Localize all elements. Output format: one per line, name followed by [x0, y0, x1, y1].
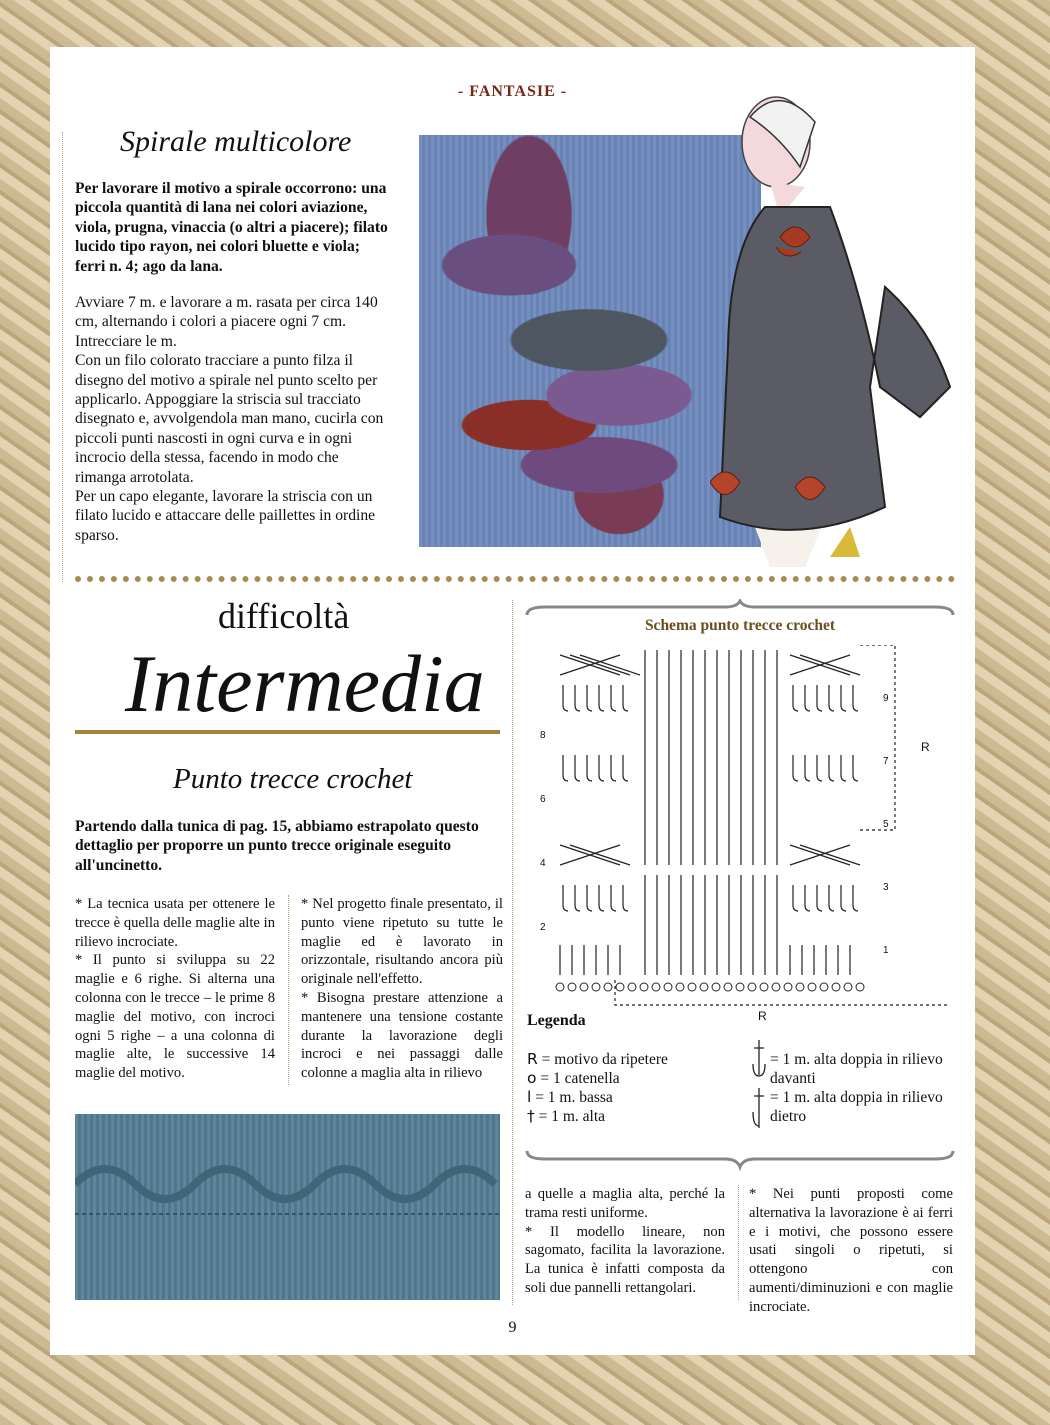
top-brace: [525, 599, 955, 619]
row-number: 3: [883, 882, 889, 893]
row-numbers-left: [540, 704, 546, 960]
difficulty-level: Intermedia: [125, 638, 485, 729]
section-header: - FANTASIE -: [457, 83, 568, 100]
legend-symbol: R: [527, 1050, 538, 1068]
gold-rule: [75, 730, 500, 734]
article2-title: Punto trecce crochet: [173, 763, 413, 795]
legend-symbol: l: [527, 1088, 532, 1106]
article1-body: Avviare 7 m. e lavorare a m. rasata per circa 140 cm, alternando i colori a piacere ogni 7 cm. Intrecciare le m. Con un filo colorato tracciare a punto filza il disegno del motivo a spirale nel punto scelto per applicarlo. Appoggiare la striscia sul tracciato disegnato e, avvolgendola man mano, cucirla con piccoli punti nascosti in ogni curva e in ogni incrocio della stessa, facendo in modo che rimanga arrotolata. Per un capo elegante, lavorare la striscia con un filato lucido e attaccare delle paillettes in ordine sparso.: [75, 294, 384, 544]
article1-intro: Per lavorare il motivo a spirale occorrono: una piccola quantità di lana nei colori aviazione, viola, prugna, vinaccia (o altri a piacere); filato lucido tipo rayon, nei colori bluette e viola; ferri n. 4; ago da lana.: [75, 180, 388, 275]
legend-item: = 1 m. alta doppia in rilievo dietro: [770, 1089, 943, 1125]
section-divider: [75, 576, 955, 582]
column-rule: [288, 895, 289, 1085]
repeat-label-horizontal: R: [758, 1009, 767, 1023]
legend-symbol: o: [527, 1069, 537, 1087]
legend-title: Legenda: [527, 1012, 586, 1029]
fashion-sketch: [710, 87, 970, 567]
magazine-page: [50, 47, 975, 1355]
legend-symbol: †: [527, 1107, 535, 1125]
row-number: 6: [540, 794, 546, 805]
article2-col4: * Nei punti proposti come alternativa la lavorazione è ai ferri e i motivi, che possono essere usati singoli o ripetuti, si ottengono con aumenti/diminuzioni e con maglie incrociate.: [749, 1186, 953, 1315]
row-number: 5: [883, 819, 889, 830]
legend-item: = 1 m. alta doppia in rilievo davanti: [770, 1051, 943, 1087]
row-number: 8: [540, 730, 546, 741]
crochet-photo: [75, 1114, 500, 1300]
article2-col3: a quelle a maglia alta, perché la trama resti uniforme. * Il modello lineare, non sagomato, facilita la lavorazione. La tunica è infatti composta da soli due pannelli rettangolari.: [525, 1186, 725, 1296]
margin-rule: [62, 132, 63, 582]
difficulty-label: difficoltà: [218, 596, 350, 636]
row-number: 1: [883, 945, 889, 956]
column-rule: [738, 1185, 739, 1300]
article2-col1: * La tecnica usata per ottenere le trecce è quella delle maglie alte in rilievo incrociate. * Il punto si sviluppa su 22 maglie e 6 righe. Si alterna una colonna con le trecce – le prime 8 maglie del motivo, con incroci ogni 5 righe – a una colonna di maglie alte, le successive 14 maglie del motivo.: [75, 896, 275, 1082]
legend-item: l = 1 m. bassa: [527, 1088, 613, 1106]
row-number: 4: [540, 858, 546, 869]
schema-rule: [512, 600, 513, 1305]
page-number: 9: [508, 1319, 517, 1336]
article1-title: Spirale multicolore: [120, 125, 352, 158]
legend-right: [770, 1050, 960, 1126]
legend-left: [527, 1050, 727, 1126]
article2-col2: * Nel progetto finale presentato, il punto viene ripetuto su tutte le maglie ed è lavorato in orizzontale, risultando ancora più originale nell'effetto. * Bisogna prestare attenzione a mantenere una tensione costante durante la lavorazione degli incroci e nei passaggi dalle colonne a maglia alta in rilievo: [301, 896, 503, 1082]
row-number: 2: [540, 922, 546, 933]
legend-item: † = 1 m. alta: [527, 1107, 606, 1125]
bottom-brace: [525, 1147, 955, 1171]
row-number: 7: [883, 756, 889, 767]
article2-intro: Partendo dalla tunica di pag. 15, abbiamo estrapolato questo dettaglio per proporre un punto trecce originale eseguito all'uncinetto.: [75, 818, 479, 874]
row-number: 9: [883, 693, 889, 704]
legend-item: R = motivo da ripetere: [527, 1050, 668, 1068]
row-numbers-right: [883, 667, 889, 982]
schema-title: Schema punto trecce crochet: [644, 617, 836, 634]
legend-item: o = 1 catenella: [527, 1069, 620, 1087]
repeat-label-vertical: R: [921, 740, 930, 754]
post-stitch-icons: [750, 1040, 768, 1130]
